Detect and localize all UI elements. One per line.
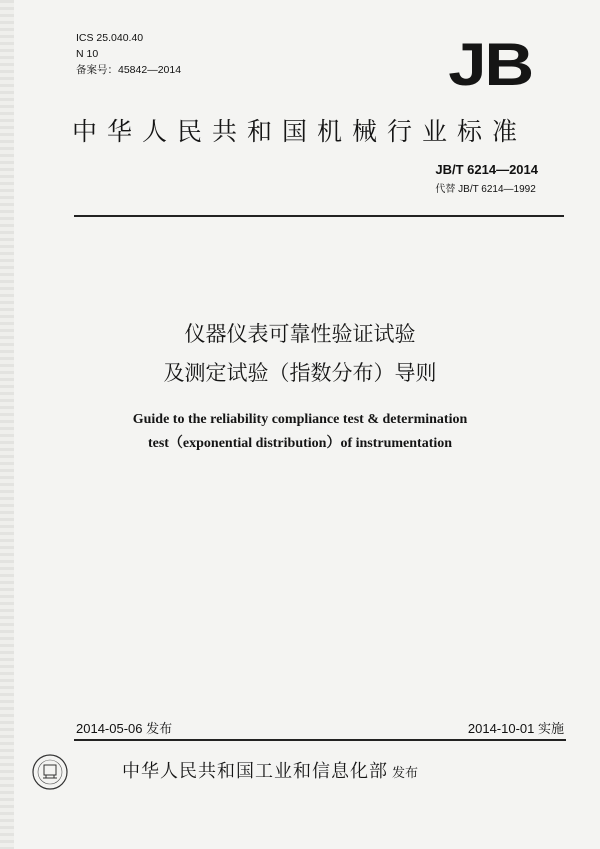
record-number: 备案号：45842—2014 <box>76 64 182 76</box>
publisher-name: 中华人民共和国工业和信息化部 <box>122 761 388 782</box>
english-title-line-2: test（exponential distribution）of instrumentation <box>147 436 453 451</box>
issue-date: 2014-05-06 发布 <box>76 721 173 736</box>
ministry-seal-icon <box>30 752 70 792</box>
industry-standard-title: 中华人民共和国机械行业标准 <box>72 117 528 146</box>
english-title-line-1: Guide to the reliability compliance test & determination <box>132 412 468 427</box>
implementation-date: 2014-10-01 实施 <box>467 721 564 736</box>
replaces-standard: 代替 JB/T 6214—1992 <box>435 184 536 195</box>
bottom-divider <box>74 739 566 741</box>
publisher-line <box>122 757 418 783</box>
publisher-suffix: 发布 <box>392 766 419 781</box>
standard-number-block <box>435 162 538 195</box>
ccs-code: N 10 <box>76 48 99 60</box>
top-divider <box>74 215 564 217</box>
ics-code: ICS 25.040.40 <box>76 32 144 44</box>
jb-logo: JB <box>448 31 532 98</box>
chinese-title-line-1: 仪器仪表可靠性验证试验 <box>184 322 416 346</box>
standard-number: JB/T 6214—2014 <box>435 162 538 177</box>
classification-block <box>76 30 181 78</box>
chinese-title-line-2: 及测定试验（指数分布）导则 <box>163 361 437 385</box>
